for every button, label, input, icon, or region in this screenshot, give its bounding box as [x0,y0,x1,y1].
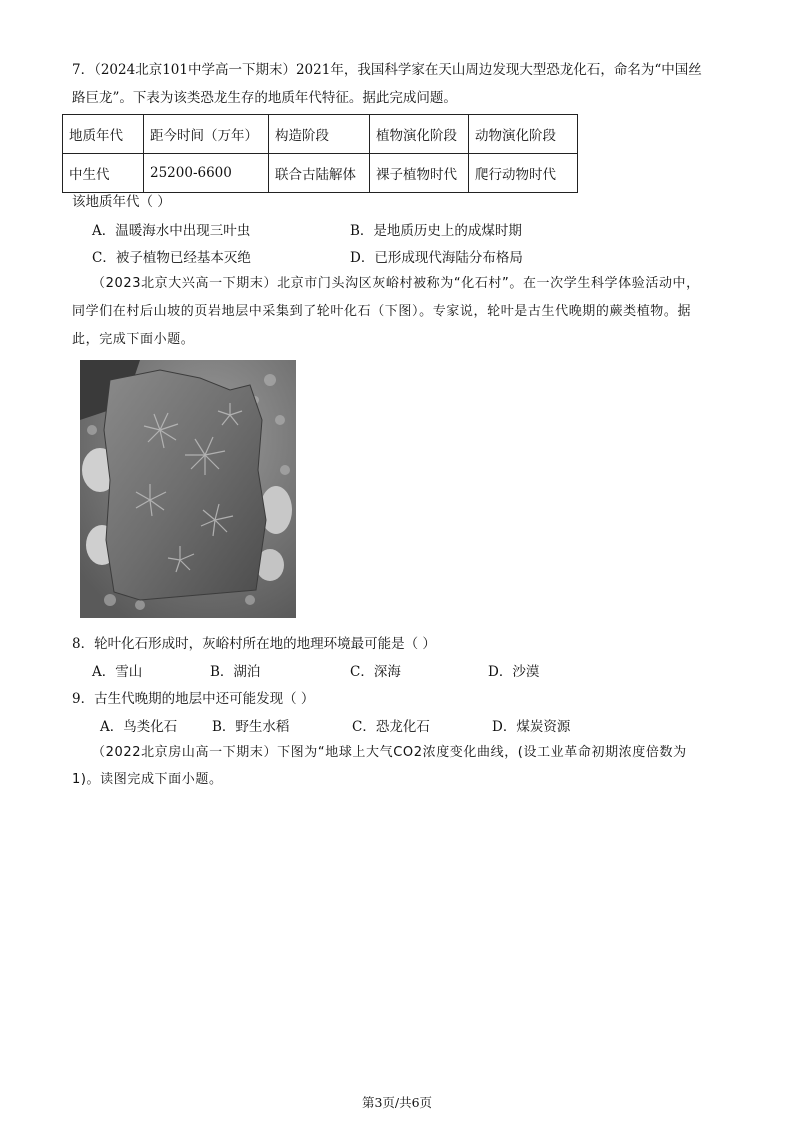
table-header-cell: 动物演化阶段 [469,115,578,154]
q7-option-b: B．是地质历史上的成煤时期 [350,223,522,239]
q8-option-a: A．雪山 [92,664,143,680]
q7-line-1: 7．（2024北京101中学高一下期末）2021年，我国科学家在天山周边发现大型恐龙化石，命名为“中国丝 [72,62,702,78]
q8-stem: 8．轮叶化石形成时，灰峪村所在地的地理环境最可能是（ ） [72,636,436,652]
table-cell: 联合古陆解体 [269,154,370,193]
geologic-era-table [62,114,578,193]
q8-option-d: D．沙漠 [488,664,540,680]
passage2-line-1: （2023北京大兴高一下期末）北京市门头沟区灰峪村被称为“化石村”。在一次学生科学体验活动中， [92,276,700,291]
q7-option-d: D．已形成现代海陆分布格局 [350,250,523,266]
table-cell: 爬行动物时代 [469,154,578,193]
table-header-row [63,115,578,154]
table-cell: 裸子植物时代 [370,154,469,193]
q9-stem: 9．古生代晚期的地层中还可能发现（ ） [72,691,315,707]
leaf-fossil-photo [80,360,296,618]
passage3-line-2: 1)。读图完成下面小题。 [72,772,223,787]
page-footer: 第3页/共6页 [361,1095,433,1110]
table-row [63,154,578,193]
passage2-line-2: 同学们在村后山坡的页岩地层中采集到了轮叶化石（下图）。专家说，轮叶是古生代晚期的蕨类植物。据 [72,304,692,319]
q7-option-c: C．被子植物已经基本灭绝 [92,250,251,266]
q9-option-b: B．野生水稻 [212,719,290,735]
q7-line-2: 路巨龙”。下表为该类恐龙生存的地质年代特征。据此完成问题。 [72,90,457,106]
table-header-cell: 植物演化阶段 [370,115,469,154]
table-cell: 中生代 [63,154,144,193]
passage3-line-1: （2022北京房山高一下期末）下图为“地球上大气CO2浓度变化曲线，(设工业革命初期浓度倍数为 [92,745,687,760]
table-header-cell: 构造阶段 [269,115,370,154]
q7-stem: 该地质年代（ ） [72,194,171,210]
table-cell: 25200-6600 [144,154,269,193]
q9-option-d: D．煤炭资源 [492,719,571,735]
q9-option-a: A．鸟类化石 [100,719,178,735]
passage2-line-3: 此，完成下面小题。 [72,332,195,347]
q8-option-c: C．深海 [350,664,401,680]
q8-option-b: B．湖泊 [210,664,261,680]
q7-option-a: A．温暖海水中出现三叶虫 [92,223,251,239]
table-header-cell: 地质年代 [63,115,144,154]
q9-option-c: C．恐龙化石 [352,719,430,735]
table-header-cell: 距今时间（万年） [144,115,269,154]
